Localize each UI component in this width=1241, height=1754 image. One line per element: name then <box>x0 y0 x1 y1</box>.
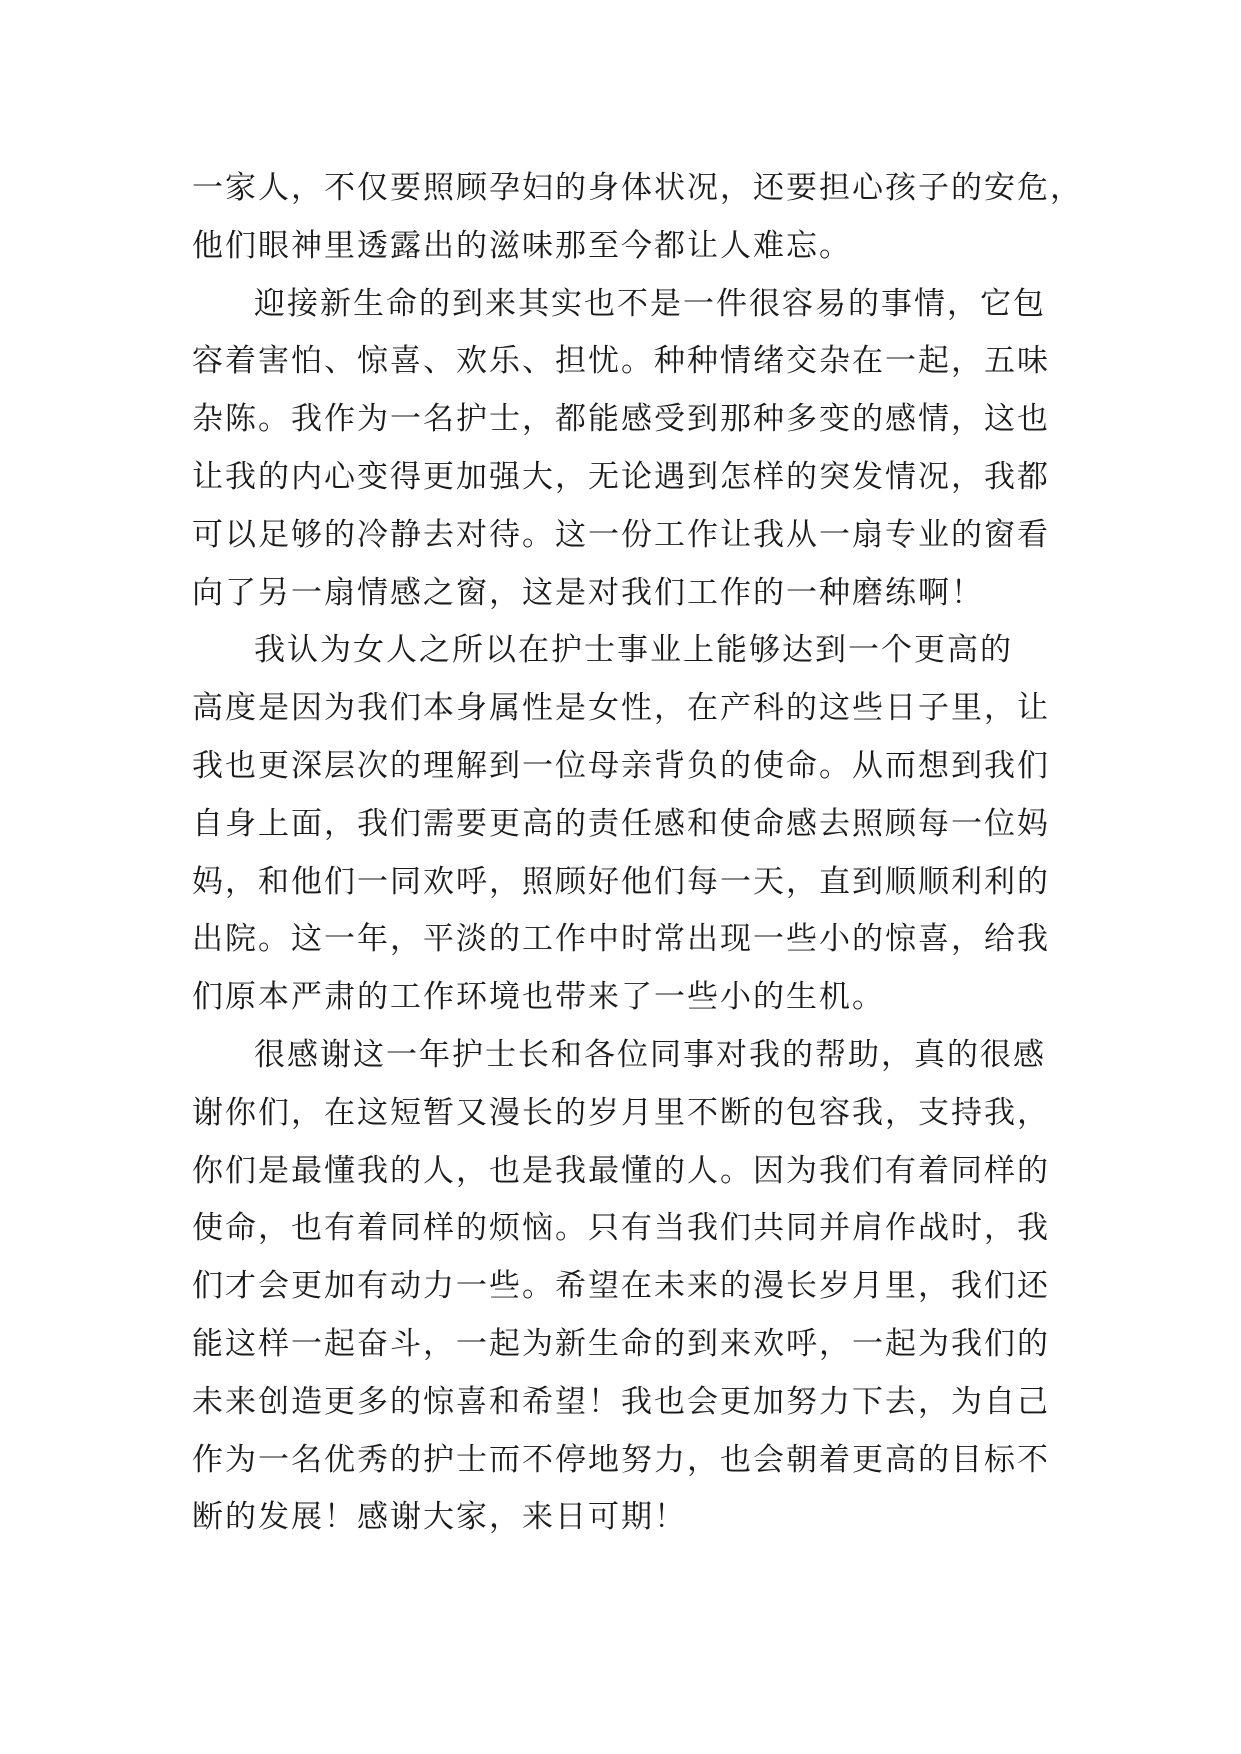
paragraph-start-line: 迎接新生命的到来其实也不是一件很容易的事情，它包 <box>254 285 1046 322</box>
text-line: 妈，和他们一同欢呼，照顾好他们每一天，直到顺顺利利的 <box>192 863 1050 900</box>
text-line: 们才会更加有动力一些。希望在未来的漫长岁月里，我们还 <box>192 1268 1050 1305</box>
text-line: 未来创造更多的惊喜和希望！我也会更加努力下去，为自己 <box>192 1383 1050 1420</box>
text-line: 杂陈。我作为一名护士，都能感受到那种多变的感情，这也 <box>192 401 1050 438</box>
text-line: 们原本严肃的工作环境也带来了一些小的生机。 <box>192 979 885 1016</box>
text-line: 能这样一起奋斗，一起为新生命的到来欢呼，一起为我们的 <box>192 1325 1050 1362</box>
text-line: 自身上面，我们需要更高的责任感和使命感去照顾每一位妈 <box>192 805 1050 842</box>
text-line: 让我的内心变得更加强大，无论遇到怎样的突发情况，我都 <box>192 458 1050 495</box>
text-line: 可以足够的冷静去对待。这一份工作让我从一扇专业的窗看 <box>192 516 1050 553</box>
text-line: 一家人，不仅要照顾孕妇的身体状况，还要担心孩子的安危， <box>192 170 1083 206</box>
paragraph-start-line: 很感谢这一年护士长和各位同事对我的帮助，真的很感 <box>254 1036 1046 1073</box>
text-line: 我也更深层次的理解到一位母亲背负的使命。从而想到我们 <box>192 747 1050 784</box>
text-line: 谢你们，在这短暂又漫长的岁月里不断的包容我，支持我， <box>192 1094 1050 1131</box>
text-line: 出院。这一年，平淡的工作中时常出现一些小的惊喜，给我 <box>192 921 1050 958</box>
text-line: 向了另一扇情感之窗，这是对我们工作的一种磨练啊！ <box>192 574 984 611</box>
text-line: 容着害怕、惊喜、欢乐、担忧。种种情绪交杂在一起，五味 <box>192 343 1050 380</box>
paragraph-start-line: 我认为女人之所以在护士事业上能够达到一个更高的 <box>254 632 1013 669</box>
text-line: 你们是最懂我的人，也是我最懂的人。因为我们有着同样的 <box>192 1152 1050 1189</box>
text-line: 断的发展！感谢大家，来日可期！ <box>192 1499 687 1536</box>
body-text <box>192 160 1083 1547</box>
text-line: 作为一名优秀的护士而不停地努力，也会朝着更高的目标不 <box>192 1441 1050 1478</box>
text-line: 高度是因为我们本身属性是女性，在产科的这些日子里，让 <box>192 690 1050 727</box>
text-line: 他们眼神里透露出的滋味那至今都让人难忘。 <box>192 227 852 264</box>
text-line: 使命，也有着同样的烦恼。只有当我们共同并肩作战时，我 <box>192 1210 1050 1247</box>
